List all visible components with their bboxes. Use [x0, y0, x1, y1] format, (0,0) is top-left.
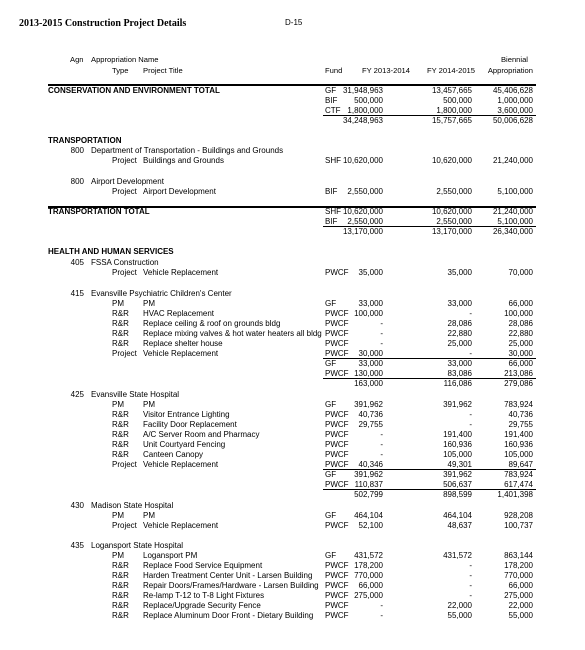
appropriation-name: Logansport State Hospital: [91, 541, 184, 550]
project-type: Project: [112, 187, 137, 196]
fund-code: PWCF: [325, 339, 349, 348]
table-row: [0, 410, 585, 420]
fy-2013-2014-amount: 30,000: [358, 349, 383, 358]
section-title: HEALTH AND HUMAN SERVICES: [48, 247, 174, 256]
table-row: [0, 581, 585, 591]
project-title: Buildings and Grounds: [143, 156, 224, 165]
fy-2013-2014-amount: 275,000: [354, 591, 383, 600]
fy-2014-2015-amount: 33,000: [447, 359, 472, 368]
project-title: PM: [143, 511, 155, 520]
fund-code: GF: [325, 511, 337, 520]
fy-2013-2014-amount: 10,620,000: [342, 207, 383, 216]
page-number: D-15: [285, 18, 303, 27]
fund-code: PWCF: [325, 480, 349, 489]
fund-code: PWCF: [325, 601, 349, 610]
project-type: R&R: [112, 611, 129, 620]
biennial-amount: 279,086: [504, 379, 533, 388]
project-type: R&R: [112, 410, 129, 419]
fund-code: PWCF: [325, 268, 349, 277]
fy-2014-2015-amount: 160,936: [443, 440, 472, 449]
project-type: R&R: [112, 450, 129, 459]
table-row: [0, 511, 585, 521]
table-row: [0, 440, 585, 450]
project-type: R&R: [112, 561, 129, 570]
fy-2014-2015-amount: 391,962: [443, 400, 472, 409]
biennial-amount: 178,200: [504, 561, 533, 570]
table-row: [0, 501, 585, 511]
project-title: Vehicle Replacement: [143, 349, 219, 358]
biennial-amount: 29,755: [508, 420, 533, 429]
header-agn: Agn: [70, 55, 84, 64]
project-title: Replace shelter house: [143, 339, 223, 348]
fy-2014-2015-amount: 431,572: [443, 551, 472, 560]
fy-2014-2015-amount: 506,637: [443, 480, 472, 489]
fund-code: PWCF: [325, 410, 349, 419]
project-type: R&R: [112, 591, 129, 600]
fy-2013-2014-amount: 29,755: [358, 420, 383, 429]
biennial-amount: 100,000: [504, 309, 533, 318]
project-type: R&R: [112, 309, 129, 318]
table-row: [0, 420, 585, 430]
fy-2013-2014-amount: 10,620,000: [342, 156, 383, 165]
table-row: [0, 86, 585, 96]
project-title: Vehicle Replacement: [143, 521, 219, 530]
fy-2014-2015-amount: 105,000: [443, 450, 472, 459]
document-title: 2013-2015 Construction Project Details: [19, 18, 187, 29]
fund-code: GF: [325, 400, 337, 409]
project-title: Replace mixing valves & hot water heaters all bldg: [143, 329, 322, 338]
agency-number: 435: [70, 541, 84, 550]
project-type: PM: [112, 400, 124, 409]
project-title: Canteen Canopy: [143, 450, 204, 459]
header-fy-2013-2014: FY 2013-2014: [362, 66, 410, 75]
biennial-amount: 770,000: [504, 571, 533, 580]
section-title: TRANSPORTATION: [48, 136, 122, 145]
fy-2013-2014-amount: -: [380, 339, 383, 348]
project-title: Logansport PM: [143, 551, 198, 560]
agency-number: 800: [70, 146, 84, 155]
fund-code: PWCF: [325, 591, 349, 600]
fy-2013-2014-amount: 770,000: [354, 571, 383, 580]
fy-2013-2014-amount: 66,000: [358, 581, 383, 590]
fy-2014-2015-amount: -: [469, 349, 472, 358]
biennial-amount: 275,000: [504, 591, 533, 600]
header-appropriation-name: Appropriation Name: [91, 55, 159, 64]
project-type: R&R: [112, 440, 129, 449]
fy-2013-2014-amount: -: [380, 440, 383, 449]
biennial-amount: 25,000: [508, 339, 533, 348]
project-type: R&R: [112, 339, 129, 348]
rule-transportation-subtotal: [323, 226, 536, 227]
project-type: PM: [112, 551, 124, 560]
table-row: [0, 309, 585, 319]
biennial-amount: 160,936: [504, 440, 533, 449]
project-type: PM: [112, 299, 124, 308]
fund-code: PWCF: [325, 309, 349, 318]
project-title: Visitor Entrance Lighting: [143, 410, 230, 419]
fy-2014-2015-amount: 22,880: [447, 329, 472, 338]
project-type: R&R: [112, 329, 129, 338]
fund-code: PWCF: [325, 571, 349, 580]
biennial-amount: 66,000: [508, 581, 533, 590]
rule-esh-subtotal-a: [323, 469, 536, 470]
biennial-amount: 1,401,398: [497, 490, 533, 499]
table-row: [0, 601, 585, 611]
fund-code: SHF: [325, 156, 341, 165]
fy-2014-2015-amount: 464,104: [443, 511, 472, 520]
table-row: [0, 591, 585, 601]
table-row: [0, 329, 585, 339]
table-row: [0, 359, 585, 369]
fy-2013-2014-amount: -: [380, 329, 383, 338]
biennial-amount: 89,647: [508, 460, 533, 469]
table-row: [0, 430, 585, 440]
fy-2013-2014-amount: 2,550,000: [347, 217, 383, 226]
fy-2014-2015-amount: 33,000: [447, 299, 472, 308]
agency-number: 800: [70, 177, 84, 186]
fy-2013-2014-amount: 110,837: [354, 480, 383, 489]
fy-2014-2015-amount: 898,599: [443, 490, 472, 499]
rule-epcc-subtotal-a: [323, 358, 536, 359]
fund-code: GF: [325, 551, 337, 560]
project-title: Unit Courtyard Fencing: [143, 440, 226, 449]
biennial-amount: 617,474: [504, 480, 533, 489]
biennial-amount: 66,000: [508, 359, 533, 368]
fund-code: BIF: [325, 96, 338, 105]
biennial-amount: 191,400: [504, 430, 533, 439]
table-row: [0, 156, 585, 166]
rule-transportation-top: [48, 206, 536, 208]
fy-2014-2015-amount: 35,000: [447, 268, 472, 277]
header-appropriation: Appropriation: [487, 66, 533, 75]
header-biennial: Biennial: [500, 55, 528, 64]
fy-2014-2015-amount: 49,301: [447, 460, 472, 469]
fund-code: BIF: [325, 217, 338, 226]
project-type: R&R: [112, 430, 129, 439]
biennial-amount: 55,000: [508, 611, 533, 620]
project-type: Project: [112, 460, 137, 469]
table-row: [0, 177, 585, 187]
project-title: Facility Door Replacement: [143, 420, 237, 429]
fy-2013-2014-amount: -: [380, 430, 383, 439]
project-type: Project: [112, 521, 137, 530]
biennial-amount: 30,000: [508, 349, 533, 358]
fund-code: PWCF: [325, 420, 349, 429]
rule-conservation-subtotal: [323, 115, 536, 116]
biennial-amount: 863,144: [504, 551, 533, 560]
fund-code: GF: [325, 86, 337, 95]
appropriation-name: Department of Transportation - Buildings and Grounds: [91, 146, 284, 155]
project-title: Replace/Upgrade Security Fence: [143, 601, 261, 610]
fund-code: PWCF: [325, 369, 349, 378]
biennial-amount: 22,880: [508, 329, 533, 338]
appropriation-name: FSSA Construction: [91, 258, 159, 267]
section-title: CONSERVATION AND ENVIRONMENT TOTAL: [48, 86, 220, 95]
fy-2014-2015-amount: 22,000: [447, 601, 472, 610]
fund-code: PWCF: [325, 611, 349, 620]
project-type: R&R: [112, 319, 129, 328]
biennial-amount: 5,100,000: [497, 187, 533, 196]
fy-2014-2015-amount: -: [469, 410, 472, 419]
fy-2013-2014-amount: 2,550,000: [347, 187, 383, 196]
fund-code: PWCF: [325, 521, 349, 530]
fy-2014-2015-amount: 28,086: [447, 319, 472, 328]
fy-2014-2015-amount: 2,550,000: [436, 187, 472, 196]
rule-epcc-subtotal-b: [323, 378, 536, 379]
fy-2013-2014-amount: 178,200: [354, 561, 383, 570]
header-fy-2014-2015: FY 2014-2015: [427, 66, 475, 75]
table-row: [0, 561, 585, 571]
table-row: [0, 571, 585, 581]
table-row: [0, 551, 585, 561]
fy-2013-2014-amount: 34,248,963: [342, 116, 383, 125]
table-row: [0, 258, 585, 268]
fund-code: PWCF: [325, 581, 349, 590]
biennial-amount: 28,086: [508, 319, 533, 328]
project-title: Airport Development: [143, 187, 216, 196]
project-type: Project: [112, 156, 137, 165]
table-row: [0, 611, 585, 621]
fy-2013-2014-amount: 31,948,963: [342, 86, 383, 95]
fy-2013-2014-amount: 464,104: [354, 511, 383, 520]
fy-2014-2015-amount: -: [469, 591, 472, 600]
fy-2013-2014-amount: -: [380, 601, 383, 610]
fund-code: CTF: [325, 106, 341, 115]
appropriation-name: Evansville State Hospital: [91, 390, 180, 399]
agency-number: 405: [70, 258, 84, 267]
fy-2013-2014-amount: 1,800,000: [347, 106, 383, 115]
table-row: [0, 268, 585, 278]
project-title: PM: [143, 299, 155, 308]
fy-2014-2015-amount: -: [469, 561, 472, 570]
fund-code: PWCF: [325, 349, 349, 358]
fy-2013-2014-amount: 33,000: [358, 299, 383, 308]
fy-2013-2014-amount: 500,000: [354, 96, 383, 105]
header-fund: Fund: [325, 66, 343, 75]
table-row: [0, 339, 585, 349]
appropriation-name: Evansville Psychiatric Children's Center: [91, 289, 232, 298]
fy-2014-2015-amount: 10,620,000: [431, 207, 472, 216]
fy-2014-2015-amount: 2,550,000: [436, 217, 472, 226]
fy-2013-2014-amount: 40,346: [358, 460, 383, 469]
fund-code: PWCF: [325, 450, 349, 459]
project-title: Re-lamp T-12 to T-8 Light Fixtures: [143, 591, 265, 600]
table-row: [0, 187, 585, 197]
fy-2014-2015-amount: 10,620,000: [431, 156, 472, 165]
header-project-title: Project Title: [143, 66, 183, 75]
fy-2013-2014-amount: 163,000: [354, 379, 383, 388]
fy-2013-2014-amount: 391,962: [354, 400, 383, 409]
table-row: [0, 490, 585, 500]
table-row: [0, 116, 585, 126]
fy-2013-2014-amount: 13,170,000: [342, 227, 383, 236]
fy-2014-2015-amount: 48,637: [447, 521, 472, 530]
project-type: Project: [112, 349, 137, 358]
project-title: Repair Doors/Frames/Hardware - Larsen Building: [143, 581, 319, 590]
fy-2014-2015-amount: 1,800,000: [436, 106, 472, 115]
fund-code: GF: [325, 299, 337, 308]
fund-code: PWCF: [325, 460, 349, 469]
project-type: R&R: [112, 581, 129, 590]
header-type: Type: [112, 66, 129, 75]
fy-2013-2014-amount: 35,000: [358, 268, 383, 277]
fy-2014-2015-amount: 500,000: [443, 96, 472, 105]
table-row: [0, 136, 585, 146]
fund-code: PWCF: [325, 440, 349, 449]
project-type: Project: [112, 268, 137, 277]
project-type: R&R: [112, 601, 129, 610]
table-row: [0, 227, 585, 237]
fund-code: GF: [325, 470, 337, 479]
project-title: Replace Food Service Equipment: [143, 561, 263, 570]
rule-esh-subtotal-b: [323, 489, 536, 490]
project-title: Vehicle Replacement: [143, 268, 219, 277]
project-title: HVAC Replacement: [143, 309, 214, 318]
biennial-amount: 40,736: [508, 410, 533, 419]
project-title: PM: [143, 400, 155, 409]
fund-code: GF: [325, 359, 337, 368]
fy-2013-2014-amount: 40,736: [358, 410, 383, 419]
table-row: [0, 299, 585, 309]
biennial-amount: 783,924: [504, 470, 533, 479]
fund-code: PWCF: [325, 430, 349, 439]
table-row: [0, 146, 585, 156]
biennial-amount: 45,406,628: [492, 86, 533, 95]
fund-code: PWCF: [325, 319, 349, 328]
biennial-amount: 70,000: [508, 268, 533, 277]
biennial-amount: 21,240,000: [492, 207, 533, 216]
appropriation-name: Madison State Hospital: [91, 501, 174, 510]
fy-2014-2015-amount: 391,962: [443, 470, 472, 479]
fy-2013-2014-amount: 431,572: [354, 551, 383, 560]
table-row: [0, 379, 585, 389]
table-row: [0, 96, 585, 106]
project-title: A/C Server Room and Pharmacy: [143, 430, 260, 439]
table-row: [0, 289, 585, 299]
biennial-amount: 3,600,000: [497, 106, 533, 115]
table-row: [0, 319, 585, 329]
fy-2014-2015-amount: 25,000: [447, 339, 472, 348]
biennial-amount: 5,100,000: [497, 217, 533, 226]
fy-2014-2015-amount: 116,086: [443, 379, 472, 388]
fy-2013-2014-amount: 52,100: [358, 521, 383, 530]
biennial-amount: 26,340,000: [492, 227, 533, 236]
fy-2013-2014-amount: -: [380, 450, 383, 459]
fund-code: PWCF: [325, 561, 349, 570]
fy-2014-2015-amount: 15,757,665: [431, 116, 472, 125]
appropriation-name: Airport Development: [91, 177, 164, 186]
table-row: [0, 521, 585, 531]
fy-2013-2014-amount: 100,000: [354, 309, 383, 318]
biennial-amount: 105,000: [504, 450, 533, 459]
project-title: Vehicle Replacement: [143, 460, 219, 469]
project-type: R&R: [112, 420, 129, 429]
project-type: PM: [112, 511, 124, 520]
biennial-amount: 783,924: [504, 400, 533, 409]
fund-code: SHF: [325, 207, 341, 216]
fy-2014-2015-amount: 83,086: [447, 369, 472, 378]
table-row: [0, 207, 585, 217]
fy-2013-2014-amount: 502,799: [354, 490, 383, 499]
project-title: Replace ceiling & roof on grounds bldg: [143, 319, 281, 328]
fy-2014-2015-amount: 55,000: [447, 611, 472, 620]
fy-2013-2014-amount: -: [380, 319, 383, 328]
table-row: [0, 390, 585, 400]
fy-2014-2015-amount: 191,400: [443, 430, 472, 439]
agency-number: 430: [70, 501, 84, 510]
fy-2014-2015-amount: -: [469, 309, 472, 318]
table-row: [0, 470, 585, 480]
table-row: [0, 400, 585, 410]
fy-2014-2015-amount: -: [469, 420, 472, 429]
fund-code: PWCF: [325, 329, 349, 338]
biennial-amount: 66,000: [508, 299, 533, 308]
project-title: Harden Treatment Center Unit - Larsen Building: [143, 571, 313, 580]
project-type: R&R: [112, 571, 129, 580]
table-row: [0, 450, 585, 460]
biennial-amount: 50,006,628: [492, 116, 533, 125]
fy-2013-2014-amount: 33,000: [358, 359, 383, 368]
fy-2013-2014-amount: -: [380, 611, 383, 620]
fy-2014-2015-amount: 13,170,000: [431, 227, 472, 236]
biennial-amount: 100,737: [504, 521, 533, 530]
fy-2013-2014-amount: 130,000: [354, 369, 383, 378]
table-row: [0, 247, 585, 257]
rule-conservation-top: [48, 84, 536, 86]
biennial-amount: 928,208: [504, 511, 533, 520]
biennial-amount: 22,000: [508, 601, 533, 610]
fy-2014-2015-amount: 13,457,665: [431, 86, 472, 95]
fy-2013-2014-amount: 391,962: [354, 470, 383, 479]
fy-2014-2015-amount: -: [469, 581, 472, 590]
biennial-amount: 1,000,000: [497, 96, 533, 105]
section-title: TRANSPORTATION TOTAL: [48, 207, 150, 216]
project-title: Replace Aluminum Door Front - Dietary Building: [143, 611, 314, 620]
fund-code: BIF: [325, 187, 338, 196]
fy-2014-2015-amount: -: [469, 571, 472, 580]
table-row: [0, 541, 585, 551]
agency-number: 425: [70, 390, 84, 399]
biennial-amount: 213,086: [504, 369, 533, 378]
agency-number: 415: [70, 289, 84, 298]
biennial-amount: 21,240,000: [492, 156, 533, 165]
